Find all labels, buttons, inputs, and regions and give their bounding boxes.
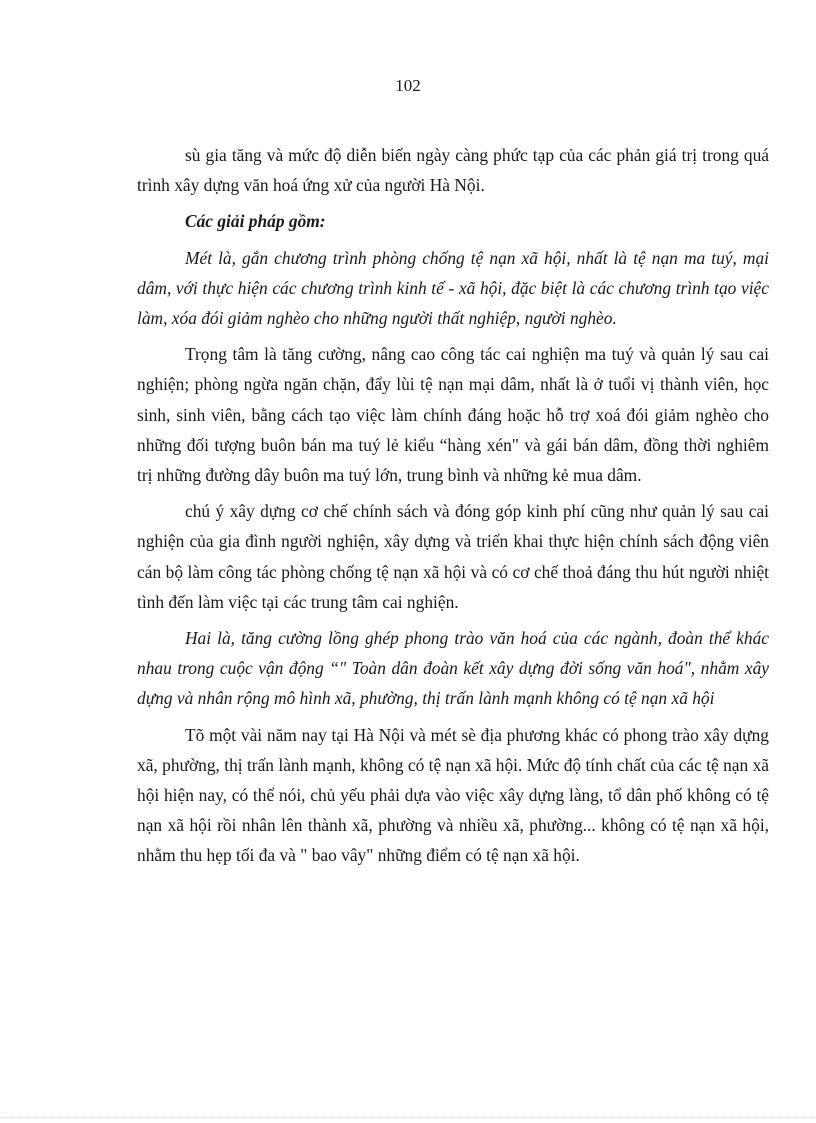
paragraph-movement: Tõ một vài năm nay tại Hà Nội và mét sè địa phương khác có phong trào xây dựng xã, phường, thị trấn lành mạnh, không có tệ nạn xã hội. Mức độ tính chất của các tệ nạn xã hội hiện nay, có thể nói, chủ yếu phải dựa vào việc xây dựng làng, tổ dân phố không có tệ nạn xã hội rồi nhân lên thành xã, phường và nhiều xã, phường... không có tệ nạn xã hội, nhằm thu hẹp tối đa và " bao vây" những điểm có tệ nạn xã hội.: [137, 724, 769, 866]
page-number: 102: [395, 76, 421, 95]
page-bottom-divider: [0, 1117, 816, 1118]
body-text: [137, 140, 769, 877]
paragraph-continuation: sù gia tăng và mức độ diễn biến ngày càng phức tạp của các phản giá trị trong quá trình xây dựng văn hoá ứng xử của người Hà Nội.: [137, 145, 769, 196]
section-heading: Các giải pháp gồm:: [185, 211, 326, 232]
paragraph-solution-one: Mét là, gắn chương trình phòng chống tệ nạn xã hội, nhất là tệ nạn ma tuý, mại dâm, với thực hiện các chương trình kinh tế - xã hội, đặc biệt là các chương trình tạo việc làm, xóa đói giảm nghèo cho những người thất nghiệp, người nghèo.: [137, 247, 769, 329]
paragraph-policy: chú ý xây dựng cơ chế chính sách và đóng góp kinh phí cũng như quản lý sau cai nghiện của gia đình người nghiện, xây dựng và triển khai thực hiện chính sách động viên cán bộ làm công tác phòng chống tệ nạn xã hội và có cơ chế thoả đáng thu hút người nhiệt tình đến làm việc tại các trung tâm cai nghiện.: [137, 501, 769, 612]
paragraph-focus: Trọng tâm là tăng cường, nâng cao công tác cai nghiện ma tuý và quản lý sau cai nghiện; phòng ngừa ngăn chặn, đẩy lùi tệ nạn mại dâm, nhất là ở tuổi vị thành viên, học sinh, sinh viên, bằng cách tạo việc làm chính đáng hoặc hỗ trợ xoá đói giảm nghèo cho những đối tượng buôn bán ma tuý lẻ kiểu “hàng xén" và gái bán dâm, đồng thời nghiêm trị những đường dây buôn ma tuý lớn, trung bình và những kẻ mua dâm.: [137, 344, 769, 486]
paragraph-solution-two: Hai là, tăng cường lồng ghép phong trào văn hoá của các ngành, đoàn thể khác nhau trong cuộc vận động “" Toàn dân đoàn kết xây dựng đời sống văn hoá", nhằm xây dựng và nhân rộng mô hình xã, phường, thị trấn lành mạnh không có tệ nạn xã hội: [137, 628, 769, 709]
